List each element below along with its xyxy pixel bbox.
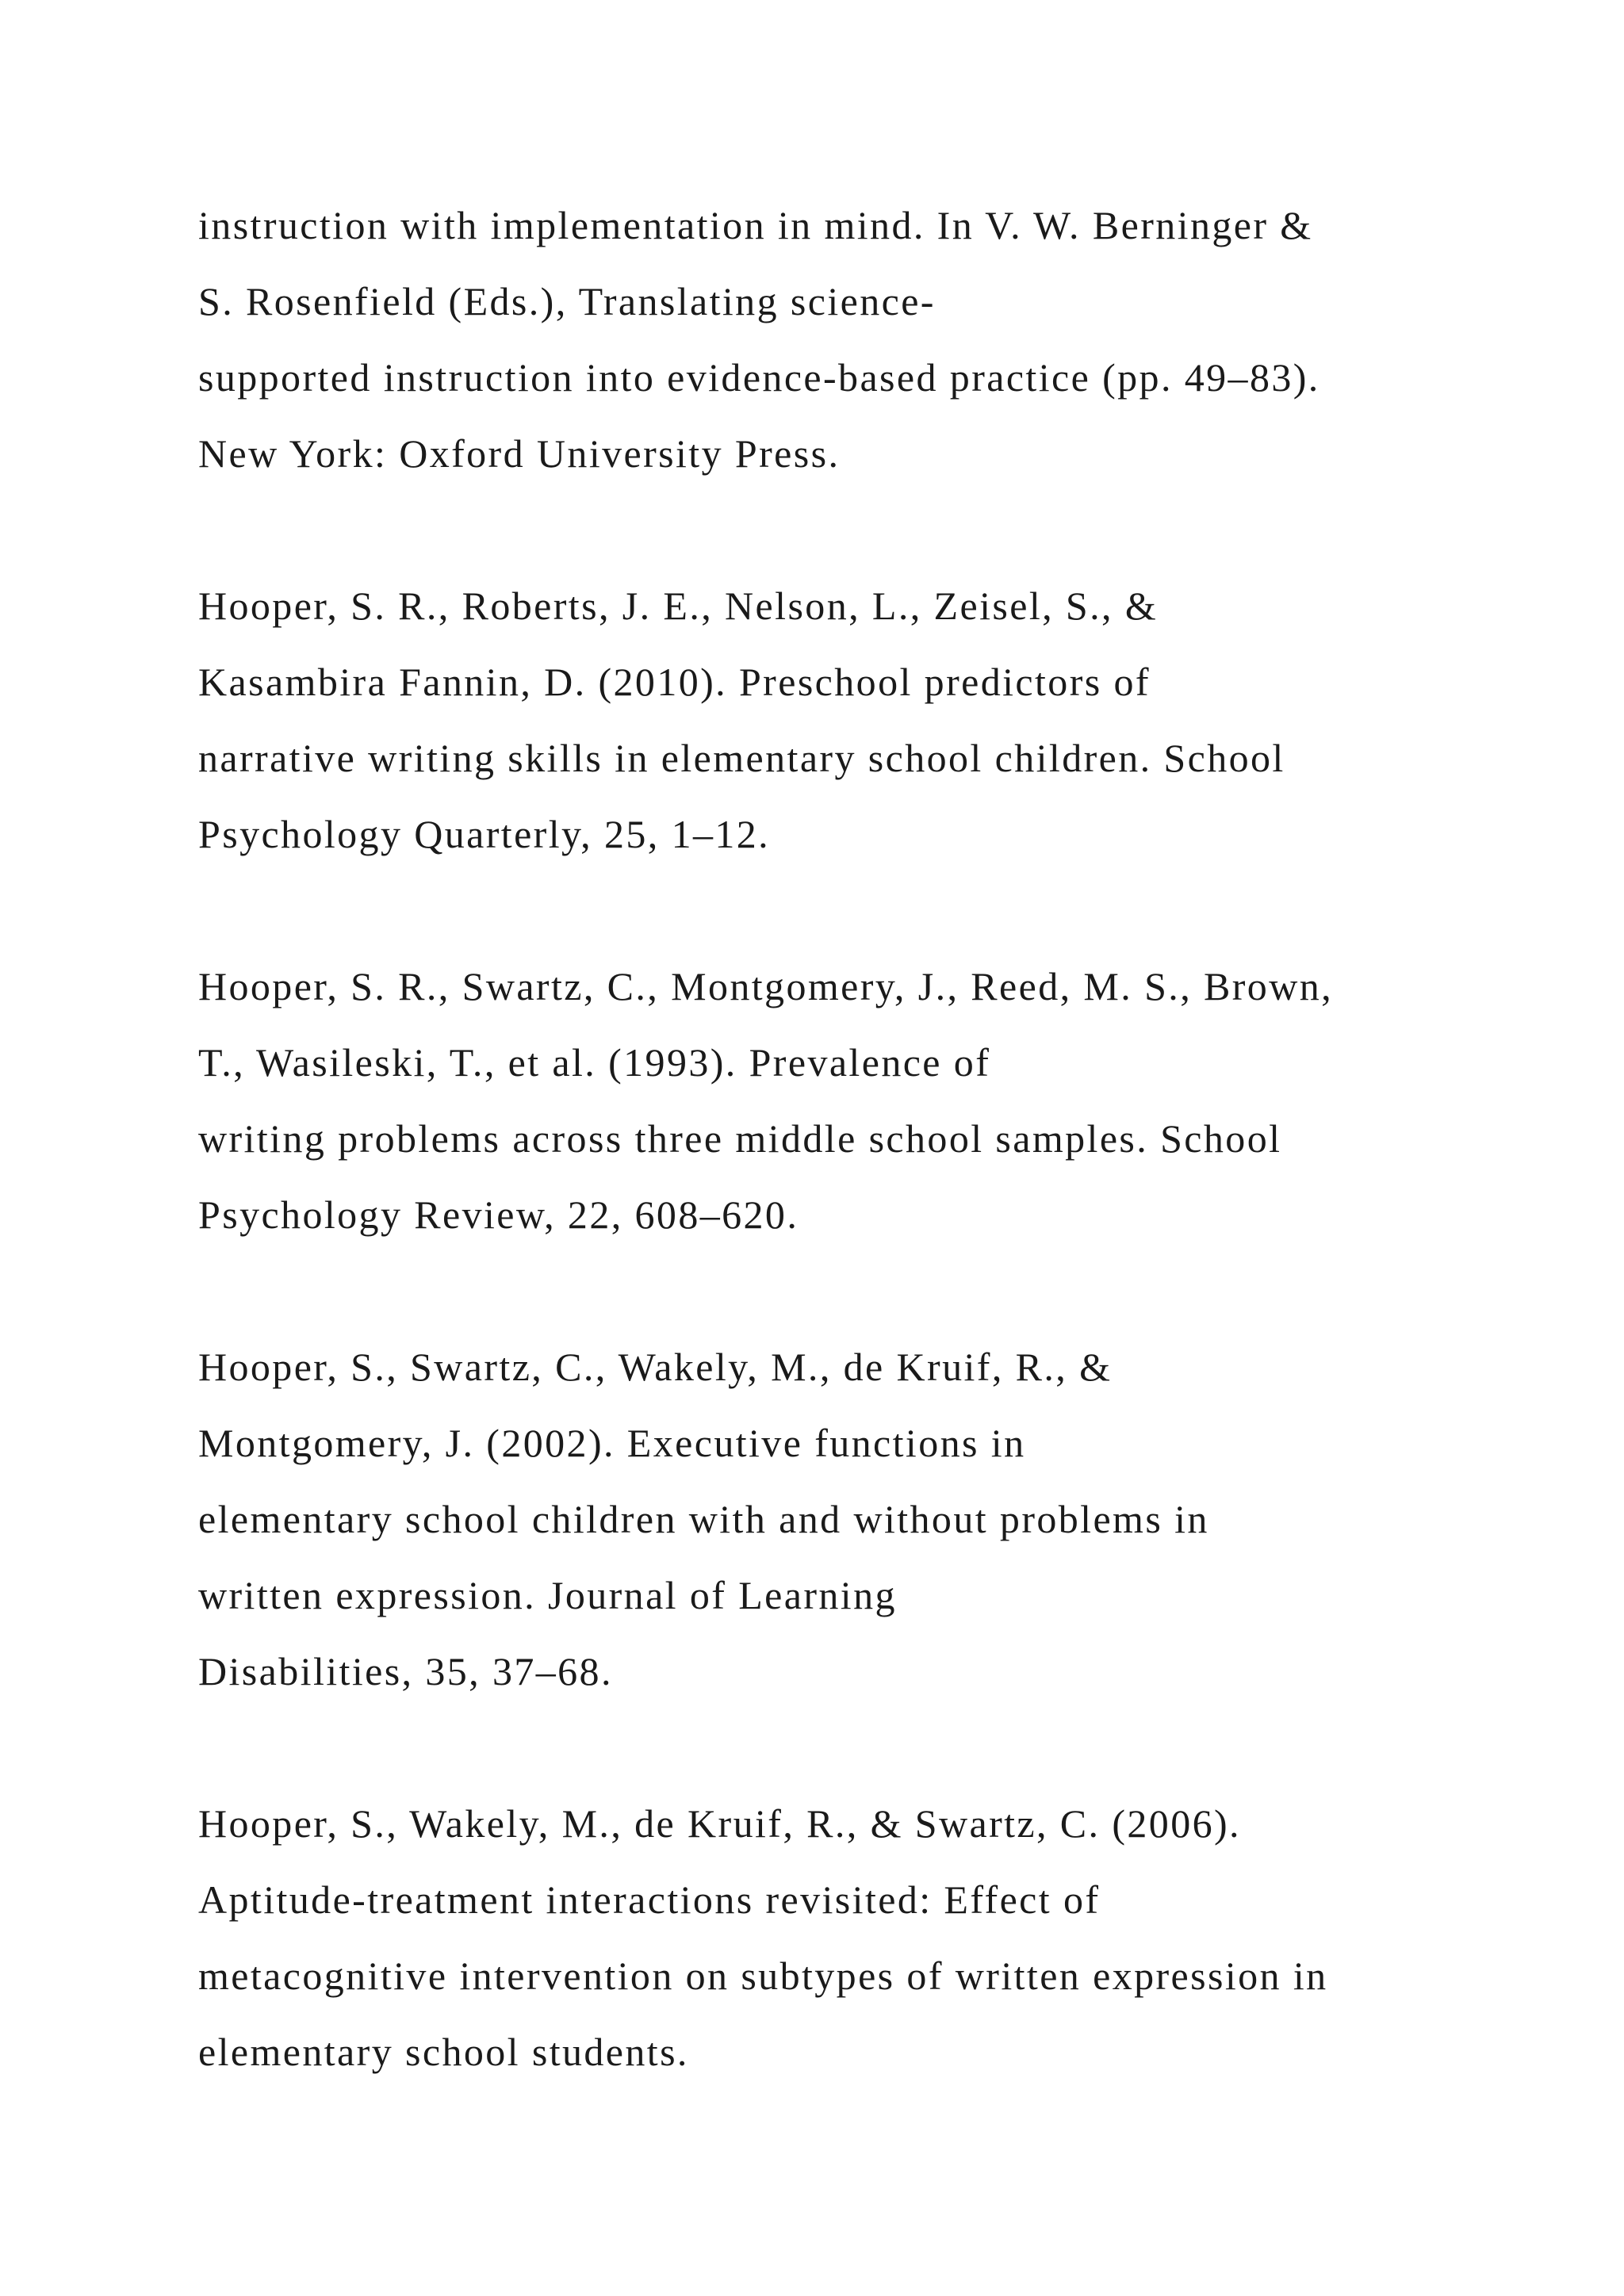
reference-line: Disabilities, 35, 37–68. bbox=[198, 1649, 613, 1693]
reference-line: New York: Oxford University Press. bbox=[198, 431, 841, 476]
reference-line: Hooper, S., Wakely, M., de Kruif, R., & Swartz, C. (2006). bbox=[198, 1801, 1241, 1846]
reference-line: S. Rosenfield (Eds.), Translating science- bbox=[198, 279, 936, 323]
reference-line: Hooper, S. R., Swartz, C., Montgomery, J., Reed, M. S., Brown, bbox=[198, 964, 1334, 1008]
reference-line: instruction with implementation in mind. In V. W. Berninger & bbox=[198, 203, 1313, 247]
reference-line: Hooper, S., Swartz, C., Wakely, M., de Kruif, R., & bbox=[198, 1345, 1113, 1389]
reference-line: writing problems across three middle school samples. School bbox=[198, 1116, 1282, 1161]
reference-line: metacognitive intervention on subtypes of written expression in bbox=[198, 1954, 1328, 1998]
reference-line: written expression. Journal of Learning bbox=[198, 1573, 897, 1617]
reference-entry bbox=[198, 187, 1546, 492]
reference-line: elementary school children with and without problems in bbox=[198, 1497, 1209, 1541]
reference-entry bbox=[198, 1785, 1546, 2090]
reference-line: Aptitude-treatment interactions revisited: Effect of bbox=[198, 1877, 1101, 1922]
reference-line: supported instruction into evidence-based practice (pp. 49–83). bbox=[198, 355, 1320, 400]
reference-line: Hooper, S. R., Roberts, J. E., Nelson, L., Zeisel, S., & bbox=[198, 584, 1159, 628]
reference-line: Kasambira Fannin, D. (2010). Preschool predictors of bbox=[198, 660, 1151, 704]
reference-list bbox=[198, 187, 1546, 2166]
reference-line: elementary school students. bbox=[198, 2030, 689, 2074]
reference-entry bbox=[198, 1329, 1546, 1709]
reference-entry bbox=[198, 948, 1546, 1253]
reference-line: Montgomery, J. (2002). Executive functions in bbox=[198, 1421, 1026, 1465]
reference-line: T., Wasileski, T., et al. (1993). Prevalence of bbox=[198, 1040, 991, 1085]
reference-line: Psychology Quarterly, 25, 1–12. bbox=[198, 812, 771, 856]
reference-line: narrative writing skills in elementary school children. School bbox=[198, 736, 1285, 780]
reference-line: Psychology Review, 22, 608–620. bbox=[198, 1192, 799, 1237]
reference-entry bbox=[198, 568, 1546, 872]
